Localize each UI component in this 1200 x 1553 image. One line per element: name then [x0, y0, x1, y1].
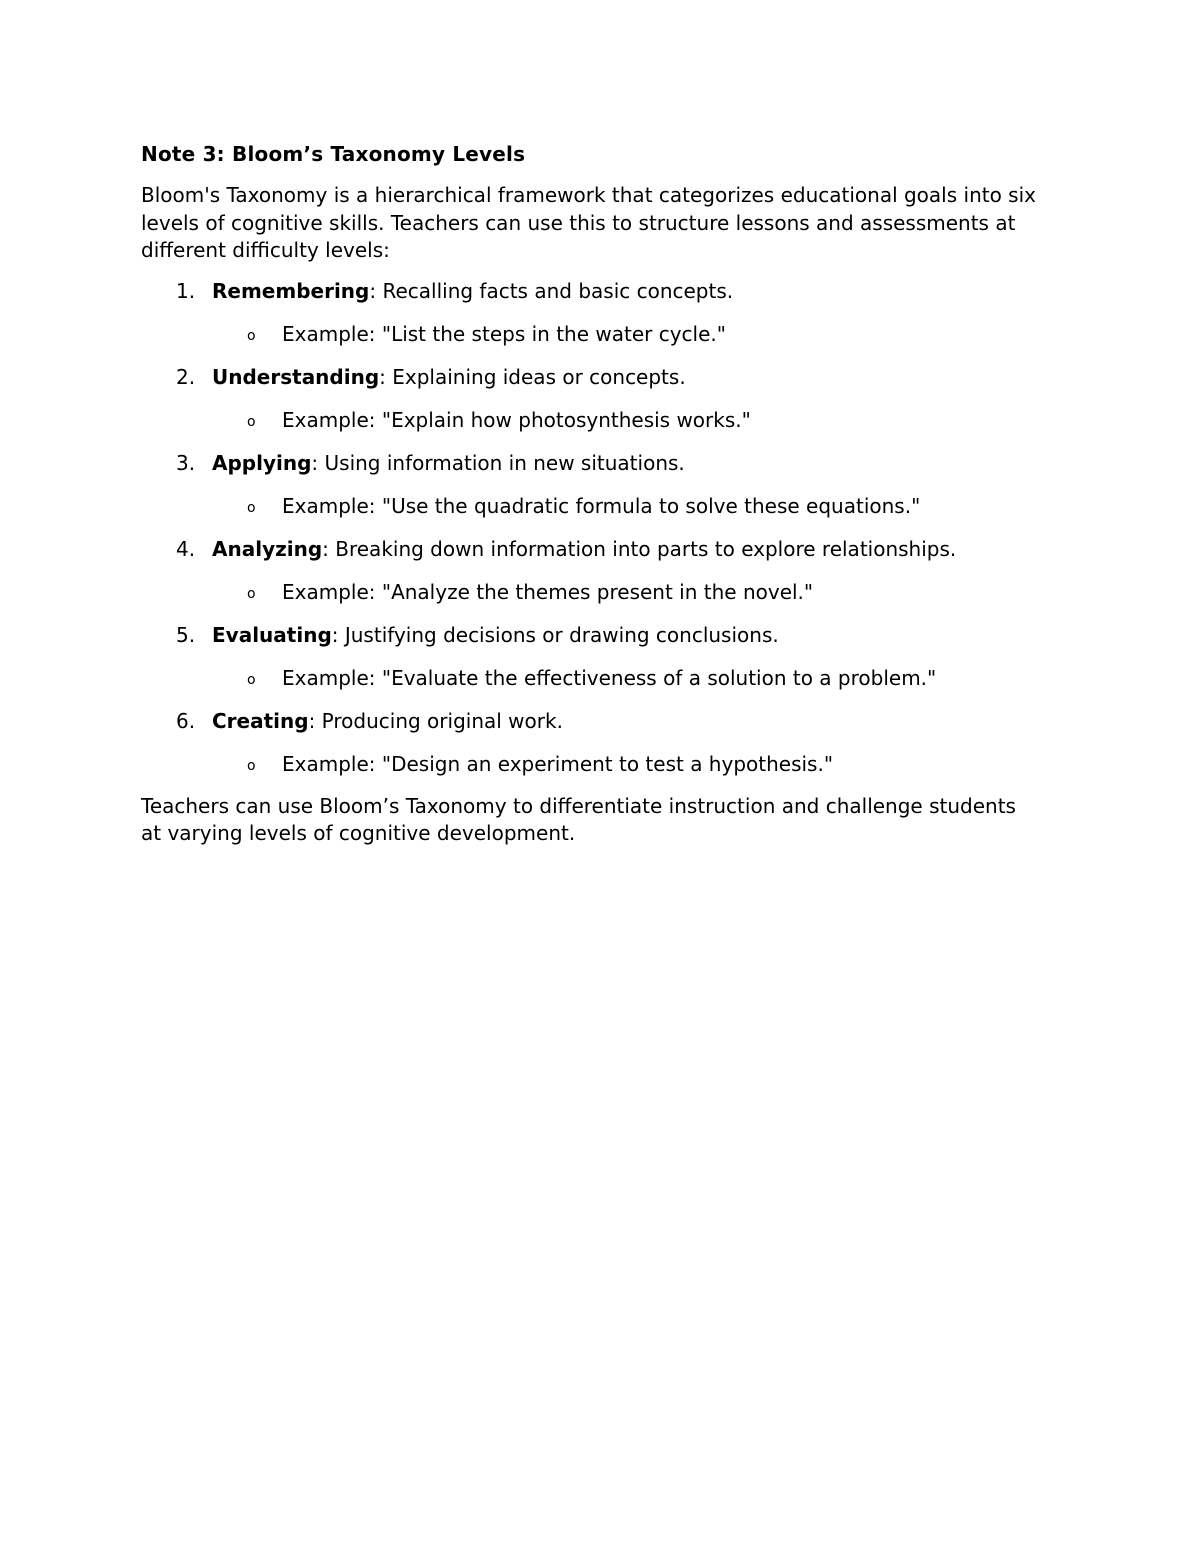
- example-line: [141, 492, 1041, 520]
- example-line: [141, 750, 1041, 778]
- level-number: 3.: [176, 450, 196, 475]
- level-term: Understanding: [212, 364, 380, 389]
- level-line: [141, 277, 1041, 305]
- level-line: [141, 707, 1041, 735]
- note-heading: Note 3: Bloom’s Taxonomy Levels: [141, 142, 526, 166]
- level-number: 6.: [176, 708, 196, 733]
- level-description: : Using information in new situations.: [311, 450, 685, 475]
- bullet-icon: o: [247, 757, 256, 774]
- level-item-creating: [141, 707, 1041, 778]
- level-line: [141, 535, 1041, 563]
- example-text: Example: "Explain how photosynthesis works.": [282, 407, 751, 432]
- level-description: : Producing original work.: [308, 708, 563, 733]
- bullet-icon: o: [247, 499, 256, 516]
- example-line: [141, 664, 1041, 692]
- bullet-icon: o: [247, 413, 256, 430]
- level-number: 1.: [176, 278, 196, 303]
- level-term: Evaluating: [212, 622, 332, 647]
- bullet-icon: o: [247, 671, 256, 688]
- level-item-understanding: [141, 363, 1041, 434]
- level-term: Creating: [212, 708, 309, 733]
- bullet-icon: o: [247, 585, 256, 602]
- level-description: : Breaking down information into parts to explore relationships.: [322, 536, 957, 561]
- example-line: [141, 406, 1041, 434]
- level-description: : Explaining ideas or concepts.: [379, 364, 686, 389]
- taxonomy-levels-list: [141, 277, 1041, 778]
- level-description: : Recalling facts and basic concepts.: [369, 278, 734, 303]
- intro-paragraph: Bloom's Taxonomy is a hierarchical framework that categorizes educational goals into six levels of cognitive skills. Teachers can use this to structure lessons and assessments at different difficulty levels:: [141, 183, 1036, 262]
- level-line: [141, 363, 1041, 391]
- bullet-icon: o: [247, 327, 256, 344]
- level-item-analyzing: [141, 535, 1041, 606]
- level-line: [141, 449, 1041, 477]
- document-page: [141, 138, 1041, 848]
- level-number: 4.: [176, 536, 196, 561]
- example-text: Example: "List the steps in the water cycle.": [282, 321, 726, 346]
- level-number: 5.: [176, 622, 196, 647]
- example-text: Example: "Use the quadratic formula to solve these equations.": [282, 493, 921, 518]
- level-item-remembering: [141, 277, 1041, 348]
- example-text: Example: "Design an experiment to test a hypothesis.": [282, 751, 834, 776]
- level-line: [141, 621, 1041, 649]
- level-term: Analyzing: [212, 536, 323, 561]
- example-text: Example: "Analyze the themes present in the novel.": [282, 579, 814, 604]
- example-line: [141, 320, 1041, 348]
- level-term: Applying: [212, 450, 312, 475]
- example-text: Example: "Evaluate the effectiveness of a solution to a problem.": [282, 665, 937, 690]
- level-number: 2.: [176, 364, 196, 389]
- closing-paragraph: Teachers can use Bloom’s Taxonomy to differentiate instruction and challenge students at varying levels of cognitive development.: [141, 793, 1016, 845]
- level-item-applying: [141, 449, 1041, 520]
- level-description: : Justifying decisions or drawing conclusions.: [331, 622, 779, 647]
- level-term: Remembering: [212, 278, 370, 303]
- level-item-evaluating: [141, 621, 1041, 692]
- example-line: [141, 578, 1041, 606]
